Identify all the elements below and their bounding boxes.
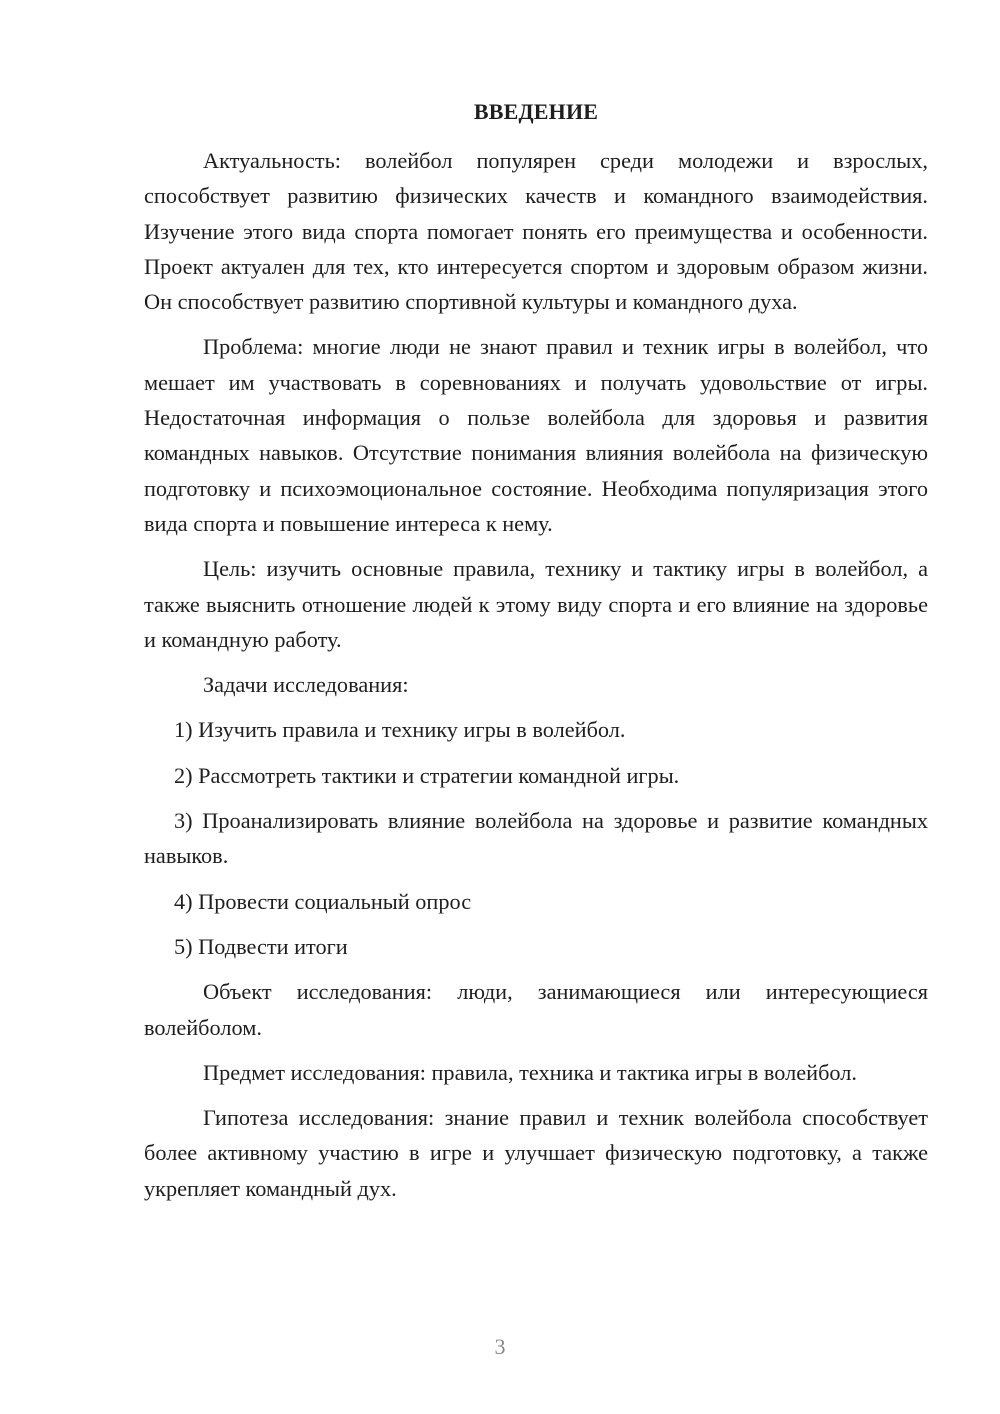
task-item-5: 5) Подвести итоги (174, 933, 348, 959)
document-body (144, 143, 928, 1216)
problem-paragraph: Проблема: многие люди не знают правил и техник игры в волейбол, что мешает им участвовать в соревнованиях и получать удовольствие от игры. Недостаточная информация о пользе волейбола для здоровья и развития командных навыков. Отсутствие понимания влияния волейбола на физическую подготовку и психоэмоциональное состояние. Необходима популяризация этого вида спорта и повышение интереса к нему. (144, 334, 928, 536)
task-item-2: 2) Рассмотреть тактики и стратегии командной игры. (174, 762, 680, 788)
tasks-heading: Задачи исследования: (203, 672, 409, 698)
task-item-4: 4) Провести социальный опрос (174, 888, 472, 914)
task-item-1: 1) Изучить правила и технику игры в волейбол. (174, 717, 626, 743)
subject-paragraph: Предмет исследования: правила, техника и тактика игры в волейбол. (203, 1059, 857, 1085)
relevance-paragraph: Актуальность: волейбол популярен среди молодежи и взрослых, способствует развитию физических качеств и командного взаимодействия. Изучение этого вида спорта помогает понять его преимущества и особенности. Проект актуален для тех, кто интересуется спортом и здоровым образом жизни. Он способствует развитию спортивной культуры и командного духа. (144, 148, 928, 315)
object-paragraph: Объект исследования: люди, занимающиеся или интересующиеся волейболом. (144, 979, 928, 1040)
page-title: ВВЕДЕНИЕ (473, 99, 599, 124)
task-item-3: 3) Проанализировать влияние волейбола на здоровье и развитие командных навыков. (144, 808, 928, 869)
page-number: 3 (494, 1334, 506, 1359)
hypothesis-paragraph: Гипотеза исследования: знание правил и техник волейбола способствует более активному участию в игре и улучшает физическую подготовку, а также укрепляет командный дух. (144, 1105, 928, 1201)
goal-paragraph: Цель: изучить основные правила, технику и тактику игры в волейбол, а также выяснить отношение людей к этому виду спорта и его влияние на здоровье и командную работу. (144, 556, 928, 652)
